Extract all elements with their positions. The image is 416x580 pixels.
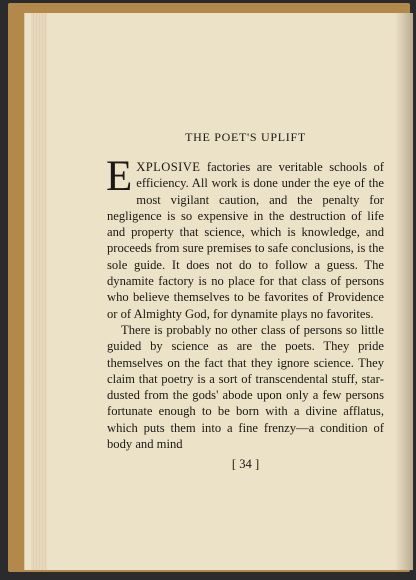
- spine-shadow: [395, 13, 413, 570]
- paragraph-1: [106, 153, 384, 322]
- page-number: [ 34 ]: [231, 457, 260, 472]
- paragraph-1-text: factories are veritable schools of efficiency. All work is done under the eye of the most vigilant caution, and the penalty for negligence is so expensive in the destruction of life and property that science, which is knowledge, and proceeds from sure premises to safe conclusions, is the sole guide. It does not do to follow a guess. The dynamite factory is no place for that class of persons who believe themselves to be favorites of Providence or of Almighty God, for dynamite plays no favorites.: [107, 160, 384, 321]
- first-word-rest: XPLOSIVE: [136, 160, 201, 174]
- book-cover: [8, 3, 410, 572]
- text-block: [107, 130, 384, 472]
- running-head: THE POET'S UPLIFT: [185, 130, 306, 144]
- body-text: [106, 153, 384, 452]
- page-edge-stack: [31, 13, 47, 570]
- book-page: [24, 13, 413, 570]
- drop-cap: E: [106, 153, 133, 200]
- paragraph-2: There is probably no other class of persons so little guided by science as are the poets. They pride themselves on the fact that they ignore science. They claim that poetry is a sort of transcendental stuff, stardusted from the gods' abode upon only a few persons fortunate enough to be born with a divine afflatus, which puts them into a fine frenzy—a condition of body and mind: [107, 322, 384, 452]
